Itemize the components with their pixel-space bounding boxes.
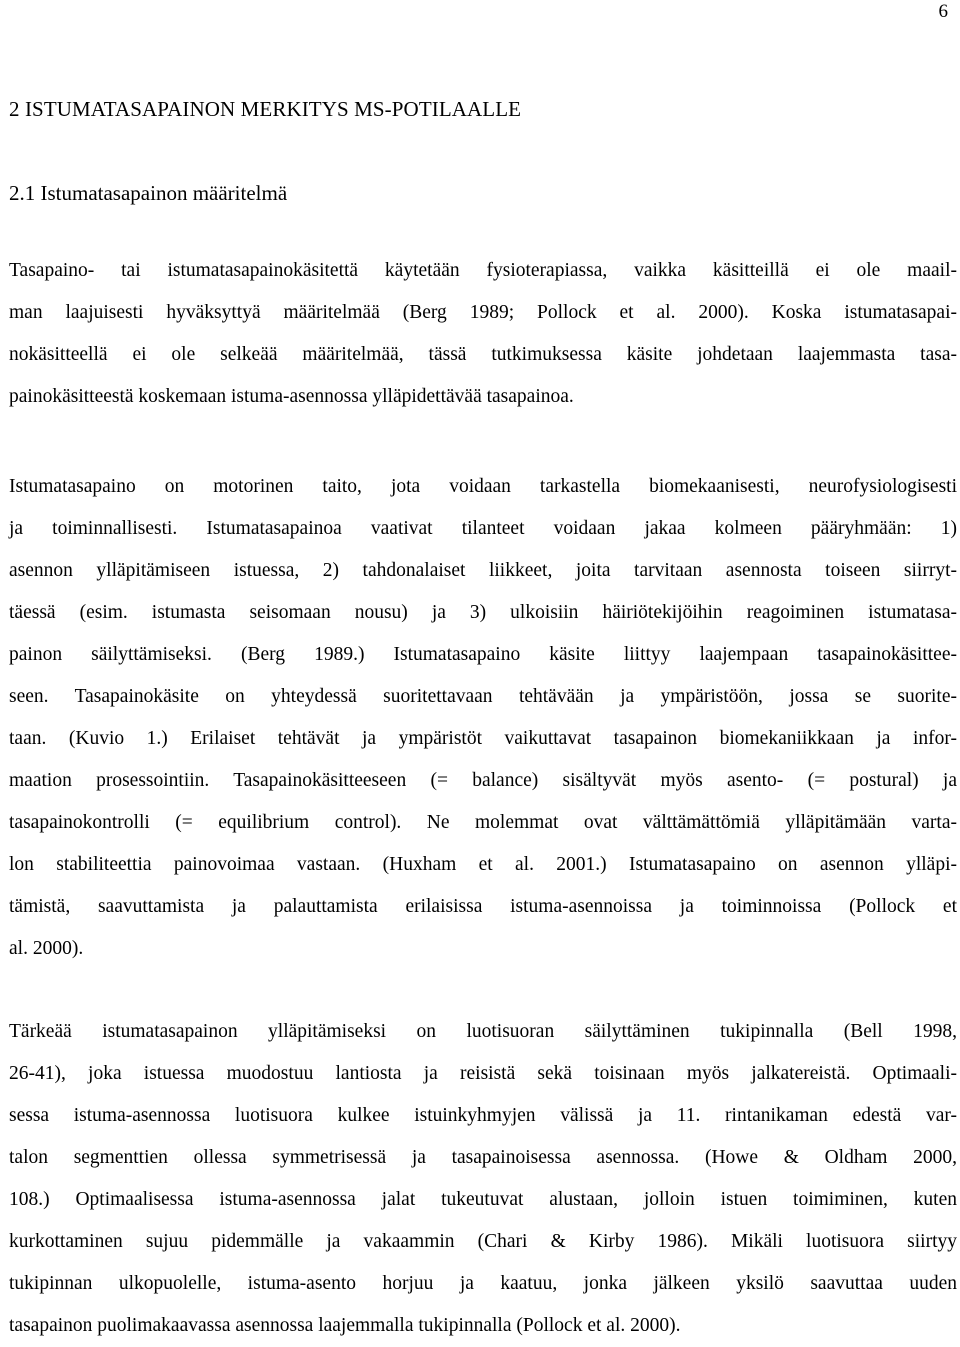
text-line: painon säilyttämiseksi. (Berg 1989.) Istumatasapaino käsite liittyy laajempaan tasapainokäsittee- — [9, 644, 957, 665]
text-line: seen. Tasapainokäsite on yhteydessä suoritettavaan tehtävään ja ympäristöön, jossa se suorite- — [9, 686, 957, 707]
text-line: kurkottaminen sujuu pidemmälle ja vakaammin (Chari & Kirby 1986). Mikäli luotisuora siirtyy — [9, 1231, 957, 1252]
text-line: tasapainon puolimakaavassa asennossa laajemmalla tukipinnalla (Pollock et al. 2000). — [9, 1315, 681, 1336]
chapter-heading: 2 ISTUMATASAPAINON MERKITYS MS-POTILAALLE — [9, 97, 522, 121]
text-line: maation prosessointiin. Tasapainokäsitteeseen (= balance) sisältyvät myös asento- (= postural) ja — [9, 770, 957, 791]
text-line: taan. (Kuvio 1.) Erilaiset tehtävät ja ympäristöt vaikuttavat tasapainon biomekaniikkaan ja infor- — [9, 728, 957, 749]
text-line: ja toiminnallisesti. Istumatasapainoa vaativat tilanteet voidaan jakaa kolmeen pääryhmään: 1) — [9, 518, 957, 539]
text-line: Tärkeää istumatasapainon ylläpitämiseksi on luotisuoran säilyttäminen tukipinnalla (Bell 1998, — [9, 1021, 957, 1042]
text-line: talon segmenttien ollessa symmetrisessä ja tasapainoisessa asennossa. (Howe & Oldham 2000, — [9, 1147, 957, 1168]
text-line: al. 2000). — [9, 938, 84, 959]
text-line: 26-41), joka istuessa muodostuu lantiosta ja reisistä sekä toisinaan myös jalkatereistä. Optimaali- — [9, 1063, 957, 1084]
paragraph-motor-skill — [9, 466, 957, 970]
text-line: painokäsitteestä koskemaan istuma-asennossa ylläpidettävää tasapainoa. — [9, 386, 574, 407]
text-line: nokäsitteellä ei ole selkeää määritelmää, tässä tutkimuksessa käsite johdetaan laajemmasta tasa- — [9, 344, 957, 365]
text-line: asennon ylläpitämiseen istuessa, 2) tahdonalaiset liikkeet, joita tarvitaan asennosta toiseen siirryt- — [9, 560, 957, 581]
page-number: 6 — [938, 1, 948, 22]
text-line: tämistä, saavuttamista ja palauttamista erilaisissa istuma-asennoissa ja toiminnoissa (Pollock et — [9, 896, 957, 917]
paragraph-definition-intro — [9, 250, 957, 418]
text-line: Tasapaino- tai istumatasapainokäsitettä käytetään fysioterapiassa, vaikka käsitteillä ei ole maail- — [9, 260, 957, 281]
paragraph-plumb-line — [9, 1011, 957, 1347]
section-heading: 2.1 Istumatasapainon määritelmä — [9, 181, 288, 205]
text-line: lon stabiliteettia painovoimaa vastaan. (Huxham et al. 2001.) Istumatasapaino on asennon ylläpi- — [9, 854, 957, 875]
text-line: täessä (esim. istumasta seisomaan nousu) ja 3) ulkoisiin häiriötekijöihin reagoiminen istumatasa- — [9, 602, 957, 623]
text-line: tasapainokontrolli (= equilibrium control). Ne molemmat ovat välttämättömiä ylläpitämään varta- — [9, 812, 957, 833]
text-line: Istumatasapaino on motorinen taito, jota voidaan tarkastella biomekaanisesti, neurofysiologisesti — [9, 476, 957, 497]
text-line: sessa istuma-asennossa luotisuora kulkee istuinkyhmyjen välissä ja 11. rintanikaman edestä var- — [9, 1105, 957, 1126]
text-line: 108.) Optimaalisessa istuma-asennossa jalat tukeutuvat alustaan, jolloin istuen toimiminen, kuten — [9, 1189, 957, 1210]
text-line: tukipinnan ulkopuolelle, istuma-asento horjuu ja kaatuu, jonka jälkeen yksilö saavuttaa uuden — [9, 1273, 957, 1294]
text-line: man laajuisesti hyväksyttyä määritelmää (Berg 1989; Pollock et al. 2000). Koska istumatasapai- — [9, 302, 957, 323]
